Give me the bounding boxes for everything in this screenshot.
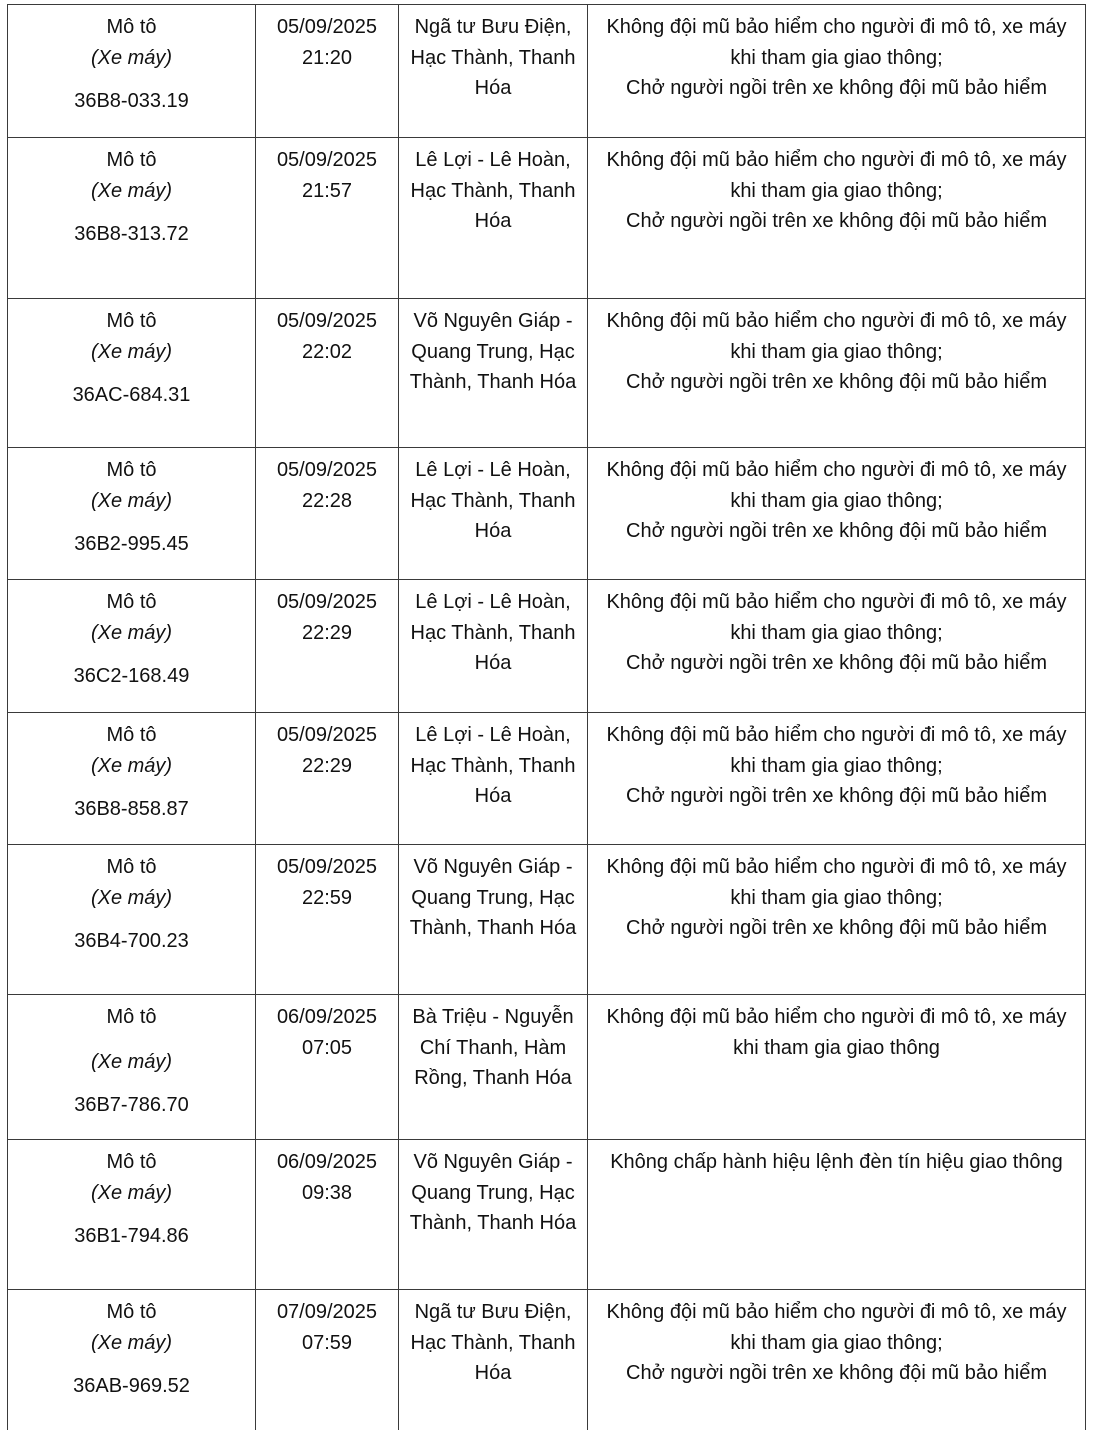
license-plate: 36B8-313.72	[74, 223, 189, 245]
violation-location: Bà Triệu - Nguyễn Chí Thanh, Hàm Rồng, Thanh Hóa	[412, 1006, 574, 1089]
violation-location: Lê Lợi - Lê Hoàn, Hạc Thành, Thanh Hóa	[410, 459, 576, 542]
location-cell	[399, 299, 588, 448]
vehicle-cell	[8, 995, 256, 1140]
vehicle-type: Mô tô	[106, 591, 157, 613]
violation-date: 05/09/2025	[276, 16, 378, 38]
table-row	[8, 845, 1086, 995]
violation-error: Không chấp hành hiệu lệnh đèn tín hiệu giao thông	[610, 1151, 1063, 1173]
violation-time: 22:29	[301, 621, 353, 644]
datetime-cell	[256, 713, 399, 845]
error-cell	[588, 299, 1086, 448]
violation-location: Võ Nguyên Giáp - Quang Trung, Hạc Thành, Thanh Hóa	[409, 310, 577, 393]
violation-location: Lê Lợi - Lê Hoàn, Hạc Thành, Thanh Hóa	[410, 149, 576, 232]
violation-error: Không đội mũ bảo hiểm cho người đi mô tô, xe máy khi tham gia giao thông	[606, 1006, 1067, 1059]
violation-location: Ngã tư Bưu Điện, Hạc Thành, Thanh Hóa	[410, 16, 576, 99]
violation-error: Chở người ngồi trên xe không đội mũ bảo hiểm	[626, 917, 1047, 939]
violation-time: 22:59	[301, 886, 353, 909]
violation-time: 22:28	[301, 489, 353, 512]
violation-error: Chở người ngồi trên xe không đội mũ bảo hiểm	[626, 210, 1047, 232]
vehicle-subtype: (Xe máy)	[90, 489, 173, 512]
error-cell	[588, 5, 1086, 138]
violation-error: Chở người ngồi trên xe không đội mũ bảo hiểm	[626, 371, 1047, 393]
violation-error: Chở người ngồi trên xe không đội mũ bảo hiểm	[626, 652, 1047, 674]
license-plate: 36B2-995.45	[74, 533, 189, 555]
violation-error: Không đội mũ bảo hiểm cho người đi mô tô, xe máy khi tham gia giao thông;	[606, 591, 1067, 644]
violation-error: Không đội mũ bảo hiểm cho người đi mô tô, xe máy khi tham gia giao thông;	[606, 856, 1067, 909]
violation-date: 05/09/2025	[276, 591, 378, 613]
violation-location: Võ Nguyên Giáp - Quang Trung, Hạc Thành, Thanh Hóa	[409, 1151, 577, 1234]
violation-time: 09:38	[301, 1181, 353, 1204]
vehicle-subtype: (Xe máy)	[90, 754, 173, 777]
violation-error: Không đội mũ bảo hiểm cho người đi mô tô, xe máy khi tham gia giao thông;	[606, 1301, 1067, 1354]
violation-location: Võ Nguyên Giáp - Quang Trung, Hạc Thành, Thanh Hóa	[409, 856, 577, 939]
violation-date: 07/09/2025	[276, 1301, 378, 1323]
violation-date: 05/09/2025	[276, 149, 378, 171]
datetime-cell	[256, 299, 399, 448]
violation-error: Chở người ngồi trên xe không đội mũ bảo hiểm	[626, 520, 1047, 542]
violation-error: Chở người ngồi trên xe không đội mũ bảo hiểm	[626, 1362, 1047, 1384]
vehicle-cell	[8, 1140, 256, 1290]
error-cell	[588, 845, 1086, 995]
vehicle-type: Mô tô	[106, 856, 157, 878]
license-plate: 36AB-969.52	[73, 1375, 190, 1397]
location-cell	[399, 1290, 588, 1430]
license-plate: 36C2-168.49	[73, 665, 190, 687]
violation-date: 05/09/2025	[276, 310, 378, 332]
error-cell	[588, 1140, 1086, 1290]
vehicle-subtype: (Xe máy)	[90, 179, 173, 202]
error-cell	[588, 1290, 1086, 1430]
datetime-cell	[256, 448, 399, 580]
violation-time: 07:05	[301, 1036, 353, 1059]
vehicle-subtype: (Xe máy)	[90, 1181, 173, 1204]
table-row	[8, 1290, 1086, 1430]
table-row	[8, 5, 1086, 138]
vehicle-cell	[8, 845, 256, 995]
license-plate: 36AC-684.31	[72, 384, 191, 406]
vehicle-type: Mô tô	[106, 459, 157, 481]
license-plate: 36B8-858.87	[74, 798, 189, 820]
vehicle-subtype: (Xe máy)	[90, 340, 173, 363]
vehicle-type: Mô tô	[106, 149, 157, 171]
vehicle-subtype: (Xe máy)	[90, 1331, 173, 1354]
table-row	[8, 713, 1086, 845]
vehicle-subtype: (Xe máy)	[90, 621, 173, 644]
vehicle-type: Mô tô	[106, 1301, 157, 1323]
datetime-cell	[256, 1140, 399, 1290]
violation-error: Không đội mũ bảo hiểm cho người đi mô tô, xe máy khi tham gia giao thông;	[606, 310, 1067, 363]
table-row	[8, 580, 1086, 713]
violation-time: 22:02	[301, 340, 353, 363]
violation-error: Không đội mũ bảo hiểm cho người đi mô tô, xe máy khi tham gia giao thông;	[606, 149, 1067, 202]
violation-error: Không đội mũ bảo hiểm cho người đi mô tô, xe máy khi tham gia giao thông;	[606, 16, 1067, 69]
error-cell	[588, 995, 1086, 1140]
table-row	[8, 138, 1086, 299]
violations-table	[7, 4, 1086, 1430]
license-plate: 36B8-033.19	[74, 90, 189, 112]
violation-error: Không đội mũ bảo hiểm cho người đi mô tô, xe máy khi tham gia giao thông;	[606, 459, 1067, 512]
vehicle-type: Mô tô	[106, 16, 157, 38]
violation-error: Chở người ngồi trên xe không đội mũ bảo hiểm	[626, 77, 1047, 99]
violation-date: 05/09/2025	[276, 459, 378, 481]
violation-error: Không đội mũ bảo hiểm cho người đi mô tô, xe máy khi tham gia giao thông;	[606, 724, 1067, 777]
vehicle-subtype: (Xe máy)	[90, 1050, 173, 1073]
vehicle-type: Mô tô	[106, 1006, 157, 1028]
violation-time: 21:57	[301, 179, 353, 202]
location-cell	[399, 448, 588, 580]
violations-table-body	[8, 5, 1086, 1430]
datetime-cell	[256, 1290, 399, 1430]
datetime-cell	[256, 5, 399, 138]
vehicle-type: Mô tô	[106, 1151, 157, 1173]
violation-location: Ngã tư Bưu Điện, Hạc Thành, Thanh Hóa	[410, 1301, 576, 1384]
vehicle-cell	[8, 299, 256, 448]
violation-location: Lê Lợi - Lê Hoàn, Hạc Thành, Thanh Hóa	[410, 724, 576, 807]
location-cell	[399, 1140, 588, 1290]
datetime-cell	[256, 580, 399, 713]
violation-time: 21:20	[301, 46, 353, 69]
violation-date: 06/09/2025	[276, 1006, 378, 1028]
vehicle-cell	[8, 448, 256, 580]
violation-time: 22:29	[301, 754, 353, 777]
datetime-cell	[256, 138, 399, 299]
license-plate: 36B7-786.70	[74, 1094, 189, 1116]
license-plate: 36B4-700.23	[74, 930, 189, 952]
vehicle-cell	[8, 580, 256, 713]
error-cell	[588, 448, 1086, 580]
datetime-cell	[256, 845, 399, 995]
error-cell	[588, 580, 1086, 713]
table-row	[8, 1140, 1086, 1290]
vehicle-type: Mô tô	[106, 724, 157, 746]
location-cell	[399, 580, 588, 713]
table-row	[8, 448, 1086, 580]
vehicle-cell	[8, 713, 256, 845]
error-cell	[588, 138, 1086, 299]
violation-date: 05/09/2025	[276, 724, 378, 746]
location-cell	[399, 713, 588, 845]
error-cell	[588, 713, 1086, 845]
vehicle-cell	[8, 138, 256, 299]
vehicle-subtype: (Xe máy)	[90, 886, 173, 909]
violation-error: Chở người ngồi trên xe không đội mũ bảo hiểm	[626, 785, 1047, 807]
violation-date: 05/09/2025	[276, 856, 378, 878]
violation-date: 06/09/2025	[276, 1151, 378, 1173]
location-cell	[399, 995, 588, 1140]
vehicle-cell	[8, 1290, 256, 1430]
location-cell	[399, 5, 588, 138]
table-row	[8, 995, 1086, 1140]
violation-location: Lê Lợi - Lê Hoàn, Hạc Thành, Thanh Hóa	[410, 591, 576, 674]
location-cell	[399, 845, 588, 995]
location-cell	[399, 138, 588, 299]
violation-time: 07:59	[301, 1331, 353, 1354]
datetime-cell	[256, 995, 399, 1140]
vehicle-type: Mô tô	[106, 310, 157, 332]
vehicle-subtype: (Xe máy)	[90, 46, 173, 69]
table-row	[8, 299, 1086, 448]
vehicle-cell	[8, 5, 256, 138]
license-plate: 36B1-794.86	[74, 1225, 189, 1247]
